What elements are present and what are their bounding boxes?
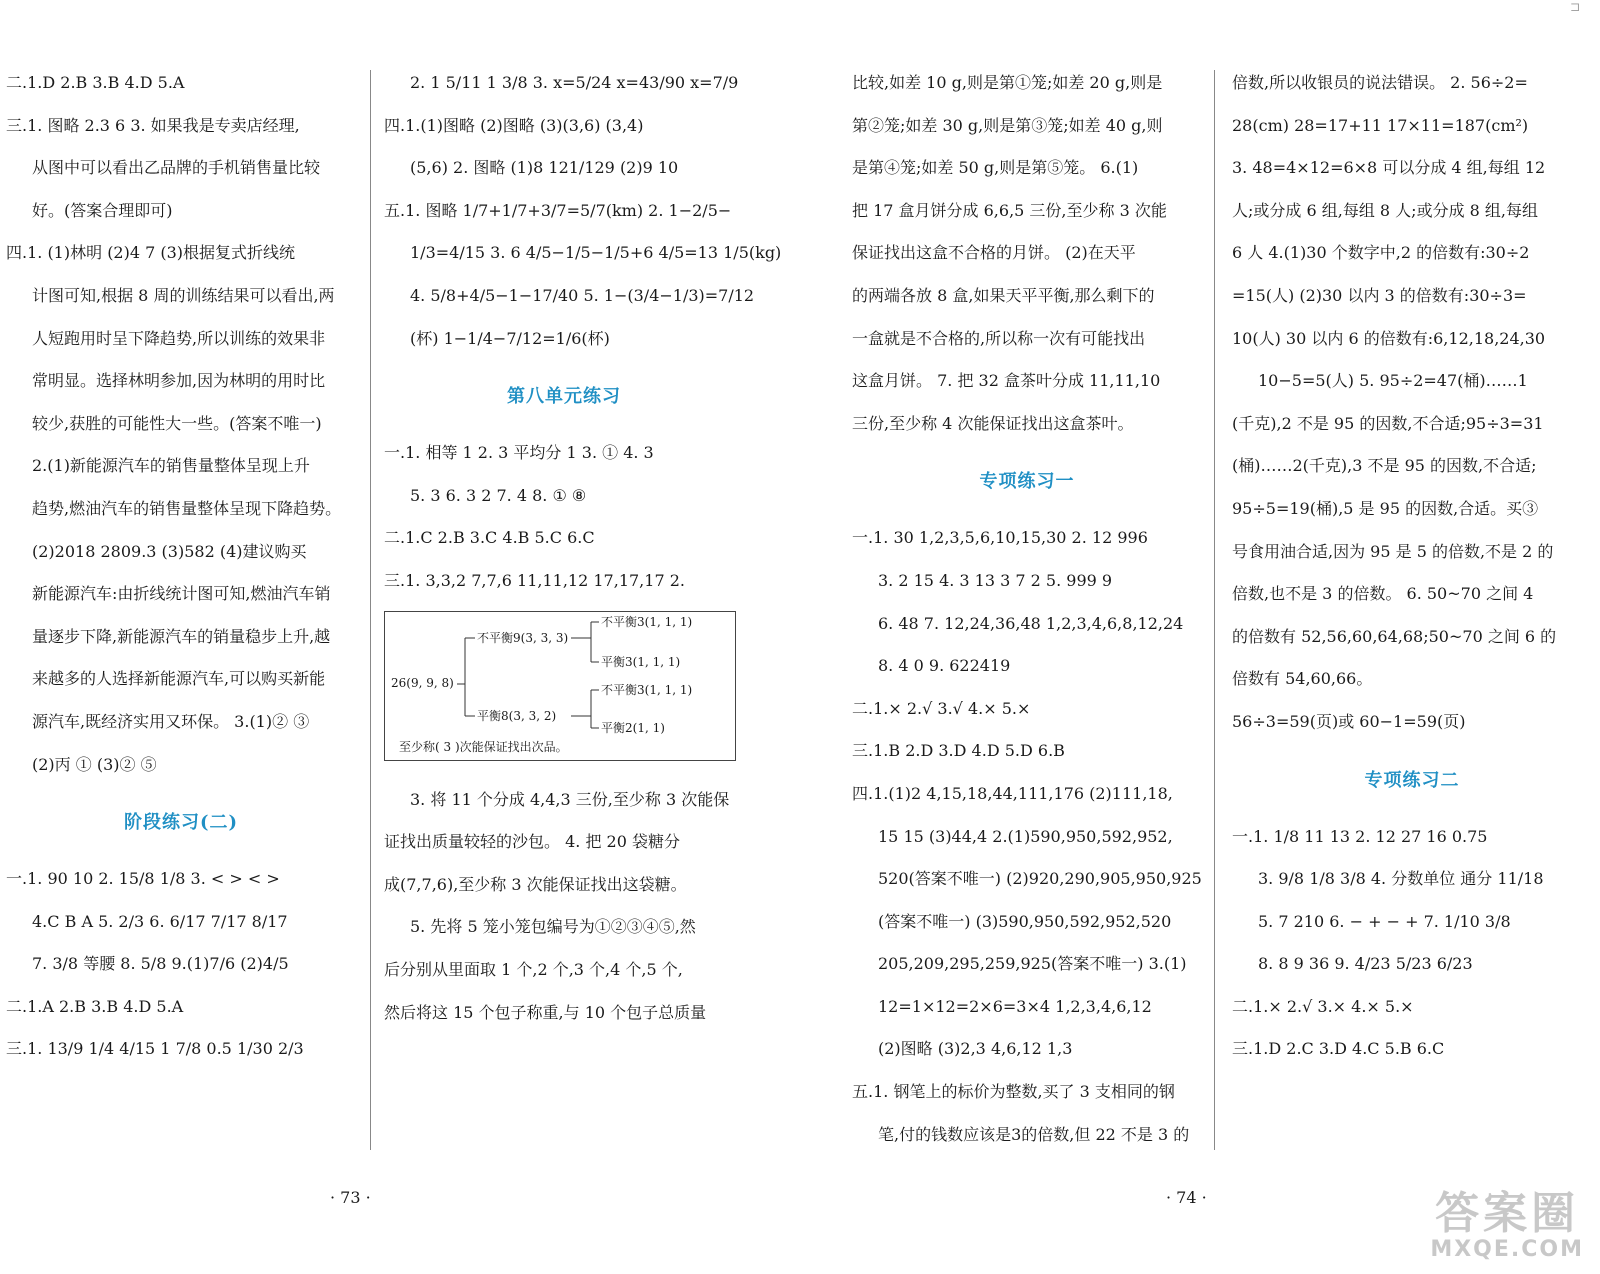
tree-caption: 至少称( 3 )次能保证找出次品。 (399, 739, 568, 754)
text-line: (2)图略 (3)2,3 4,6,12 1,3 (878, 1039, 1073, 1059)
text-line: 8. 8 9 36 9. 4/23 5/23 6/23 (1258, 954, 1473, 974)
text-line: 成(7,7,6),至少称 3 次能保证找出这袋糖。 (384, 874, 687, 894)
text-line: 三.1.B 2.D 3.D 4.D 5.D 6.B (852, 741, 1065, 761)
tree-root: 26(9, 9, 8) (391, 675, 454, 690)
tree-node: 平衡8(3, 3, 2) (477, 708, 557, 723)
page-number-left: · 73 · (330, 1188, 371, 1207)
section-heading: 第八单元练习 (507, 386, 621, 408)
text-line: 四.1.(1)图略 (2)图略 (3)(3,6) (3,4) (384, 115, 644, 135)
text-line: 95÷5=19(桶),5 是 95 的因数,合适。买③ (1232, 498, 1539, 518)
tree-node: 不平衡3(1, 1, 1) (601, 682, 693, 697)
corner-mark: ⊐ (1570, 0, 1581, 14)
text-line: 二.1.× 2.√ 3.× 4.× 5.× (1232, 996, 1414, 1016)
watermark-logo (1430, 1188, 1584, 1262)
text-line: 倍数有 54,60,66。 (1232, 669, 1373, 689)
text-line: (5,6) 2. 图略 (1)8 121/129 (2)9 10 (410, 158, 679, 178)
tree-node: 平衡3(1, 1, 1) (601, 654, 681, 669)
text-line: 三.1.D 2.C 3.D 4.C 5.B 6.C (1232, 1039, 1445, 1059)
text-line: 四.1.(1)2 4,15,18,44,111,176 (2)111,18, (852, 783, 1173, 803)
text-line: 人短跑用时呈下降趋势,所以训练的效果非 (32, 328, 326, 348)
text-line: 二.1.A 2.B 3.B 4.D 5.A (6, 996, 184, 1016)
text-line: 计图可知,根据 8 周的训练结果可以看出,两 (32, 285, 335, 305)
text-line: 三.1. 图略 2.3 6 3. 如果我是专卖店经理, (6, 115, 300, 135)
text-line: 3. 48=4×12=6×8 可以分成 4 组,每组 12 (1232, 158, 1546, 178)
text-line: 3. 将 11 个分成 4,4,3 三份,至少称 3 次能保 (410, 789, 730, 809)
text-line: 6 人 4.(1)30 个数字中,2 的倍数有:30÷2 (1232, 243, 1530, 263)
tree-node: 不平衡3(1, 1, 1) (601, 614, 693, 629)
text-line: 一.1. 30 1,2,3,5,6,10,15,30 2. 12 996 (852, 528, 1148, 548)
section-heading: 专项练习一 (979, 471, 1075, 493)
text-line: 从图中可以看出乙品牌的手机销售量比较 (32, 158, 321, 178)
text-line: 3. 2 15 4. 3 13 3 7 2 5. 999 9 (878, 570, 1113, 590)
text-line: 二.1.D 2.B 3.B 4.D 5.A (6, 73, 185, 92)
section-heading: 阶段练习(二) (123, 812, 239, 834)
text-line: 源汽车,既经济实用又环保。 3.(1)② ③ (32, 711, 310, 731)
text-line: (千克),2 不是 95 的因数,不合适;95÷3=31 (1232, 413, 1544, 433)
column-1 (6, 62, 356, 1071)
text-line: 是第④笼;如差 50 g,则是第⑤笼。 6.(1) (852, 158, 1139, 178)
text-line: 倍数,所以收银员的说法错误。 2. 56÷2= (1232, 73, 1528, 92)
text-line: 第②笼;如差 30 g,则是第③笼;如差 40 g,则 (852, 115, 1163, 135)
text-line: 10(人) 30 以内 6 的倍数有:6,12,18,24,30 (1232, 328, 1546, 348)
text-line: 4. 5/8+4/5−1−17/40 5. 1−(3/4−1/3)=7/12 (410, 285, 755, 305)
text-line: 倍数,也不是 3 的倍数。 6. 50~70 之间 4 (1232, 584, 1534, 604)
text-line: 然后将这 15 个包子称重,与 10 个包子总质量 (384, 1002, 707, 1022)
column-2 (384, 62, 782, 1034)
text-line: (桶)……2(千克),3 不是 95 的因数,不合适; (1232, 456, 1537, 476)
text-line: 后分别从里面取 1 个,2 个,3 个,4 个,5 个, (384, 959, 683, 979)
text-line: 号食用油合适,因为 95 是 5 的倍数,不是 2 的 (1232, 541, 1554, 561)
text-line: 量逐步下降,新能源汽车的销量稳步上升,越 (32, 626, 331, 646)
watermark-url: MXQE.COM (1430, 1237, 1584, 1262)
text-line: 12=1×12=2×6=3×4 1,2,3,4,6,12 (878, 996, 1152, 1016)
tree-node: 不平衡9(3, 3, 3) (477, 630, 569, 645)
text-line: 证找出质量较轻的沙包。 4. 把 20 袋糖分 (384, 832, 680, 852)
text-line: 把 17 盒月饼分成 6,6,5 三份,至少称 3 次能 (852, 200, 1167, 220)
text-line: 来越多的人选择新能源汽车,可以购买新能 (32, 669, 326, 689)
text-line: 1/3=4/15 3. 6 4/5−1/5−1/5+6 4/5=13 1/5(kg) (410, 243, 782, 263)
text-line: 28(cm) 28=17+11 17×11=187(cm²) (1232, 115, 1529, 135)
text-line: 3. 9/8 1/8 3/8 4. 分数单位 通分 11/18 (1258, 869, 1544, 889)
text-line: (答案不唯一) (3)590,950,592,952,520 (878, 911, 1172, 931)
text-line: (2)2018 2809.3 (3)582 (4)建议购买 (32, 541, 307, 561)
text-line: 8. 4 0 9. 622419 (878, 656, 1011, 676)
page-number-right: · 74 · (1166, 1188, 1207, 1207)
text-line: 的倍数有 52,56,60,64,68;50~70 之间 6 的 (1232, 626, 1557, 646)
text-line: 三.1. 3,3,2 7,7,6 11,11,12 17,17,17 2. (384, 570, 685, 590)
text-line: 一.1. 90 10 2. 15/8 1/8 3. < > < > (6, 869, 280, 889)
column-divider-left (370, 70, 371, 1150)
text-line: 二.1.C 2.B 3.C 4.B 5.C 6.C (384, 528, 595, 548)
text-line: 一.1. 相等 1 2. 3 平均分 1 3. ① 4. 3 (384, 443, 654, 463)
text-line: 56÷3=59(页)或 60−1=59(页) (1232, 711, 1466, 731)
text-line: 笔,付的钱数应该是3的倍数,但 22 不是 3 的 (878, 1124, 1190, 1144)
text-line: 好。(答案合理即可) (32, 200, 173, 220)
text-line: 7. 3/8 等腰 8. 5/8 9.(1)7/6 (2)4/5 (32, 954, 289, 974)
text-line: 5. 先将 5 笼小笼包编号为①②③④⑤,然 (410, 917, 696, 937)
text-line: 一.1. 1/8 11 13 2. 12 27 16 0.75 (1232, 826, 1488, 846)
text-line: 205,209,295,259,925(答案不唯一) 3.(1) (878, 954, 1187, 974)
text-line: 三份,至少称 4 次能保证找出这盒茶叶。 (852, 413, 1134, 433)
column-4 (1232, 62, 1592, 1071)
text-line: 三.1. 13/9 1/4 4/15 1 7/8 0.5 1/30 2/3 (6, 1039, 304, 1059)
text-line: 2.(1)新能源汽车的销售量整体呈现上升 (32, 456, 310, 476)
text-line: (杯) 1−1/4−7/12=1/6(杯) (410, 328, 610, 348)
text-line: 趋势,燃油汽车的销售量整体呈现下降趋势。 (32, 498, 342, 518)
text-line: 520(答案不唯一) (2)920,290,905,950,925 (878, 869, 1202, 889)
column-3 (852, 62, 1202, 1156)
text-line: 的两端各放 8 盒,如果天平平衡,那么剩下的 (852, 285, 1155, 305)
text-line: 新能源汽车:由折线统计图可知,燃油汽车销 (32, 584, 331, 604)
text-line: =15(人) (2)30 以内 3 的倍数有:30÷3= (1232, 285, 1527, 305)
text-line: 五.1. 钢笔上的标价为整数,买了 3 支相同的钢 (852, 1082, 1175, 1102)
text-line: 4.C B A 5. 2/3 6. 6/17 7/17 8/17 (32, 911, 288, 931)
text-line: 较少,获胜的可能性大一些。(答案不唯一) (32, 413, 322, 433)
section-heading: 专项练习二 (1364, 769, 1460, 791)
text-line: 人;或分成 6 组,每组 8 人;或分成 8 组,每组 (1232, 200, 1539, 220)
text-line: 二.1.× 2.√ 3.√ 4.× 5.× (852, 698, 1031, 718)
text-line: 10−5=5(人) 5. 95÷2=47(桶)……1 (1258, 371, 1528, 391)
tree-node: 平衡2(1, 1) (601, 720, 665, 735)
weighing-tree-diagram (384, 611, 736, 761)
text-line: 一盒就是不合格的,所以称一次有可能找出 (852, 328, 1146, 348)
text-line: 保证找出这盒不合格的月饼。 (2)在天平 (852, 243, 1136, 263)
text-line: 2. 1 5/11 1 3/8 3. x=5/24 x=43/90 x=7/9 (410, 73, 739, 92)
text-line: 五.1. 图略 1/7+1/7+3/7=5/7(km) 2. 1−2/5− (384, 200, 732, 220)
text-line: 6. 48 7. 12,24,36,48 1,2,3,4,6,8,12,24 (878, 613, 1184, 633)
text-line: 5. 3 6. 3 2 7. 4 8. ① ⑧ (410, 485, 587, 505)
text-line: 比较,如差 10 g,则是第①笼;如差 20 g,则是 (852, 73, 1163, 92)
text-line: 四.1. (1)林明 (2)4 7 (3)根据复式折线统 (6, 243, 296, 263)
column-divider-right (1214, 70, 1215, 1150)
watermark-text: 答案圈 (1435, 1188, 1580, 1239)
text-line: 这盒月饼。 7. 把 32 盒茶叶分成 11,11,10 (852, 371, 1161, 391)
text-line: 15 15 (3)44,4 2.(1)590,950,592,952, (878, 826, 1173, 846)
text-line: (2)丙 ① (3)② ⑤ (32, 754, 157, 774)
text-line: 5. 7 210 6. − + − + 7. 1/10 3/8 (1258, 911, 1511, 931)
text-line: 常明显。选择林明参加,因为林明的用时比 (32, 371, 326, 391)
